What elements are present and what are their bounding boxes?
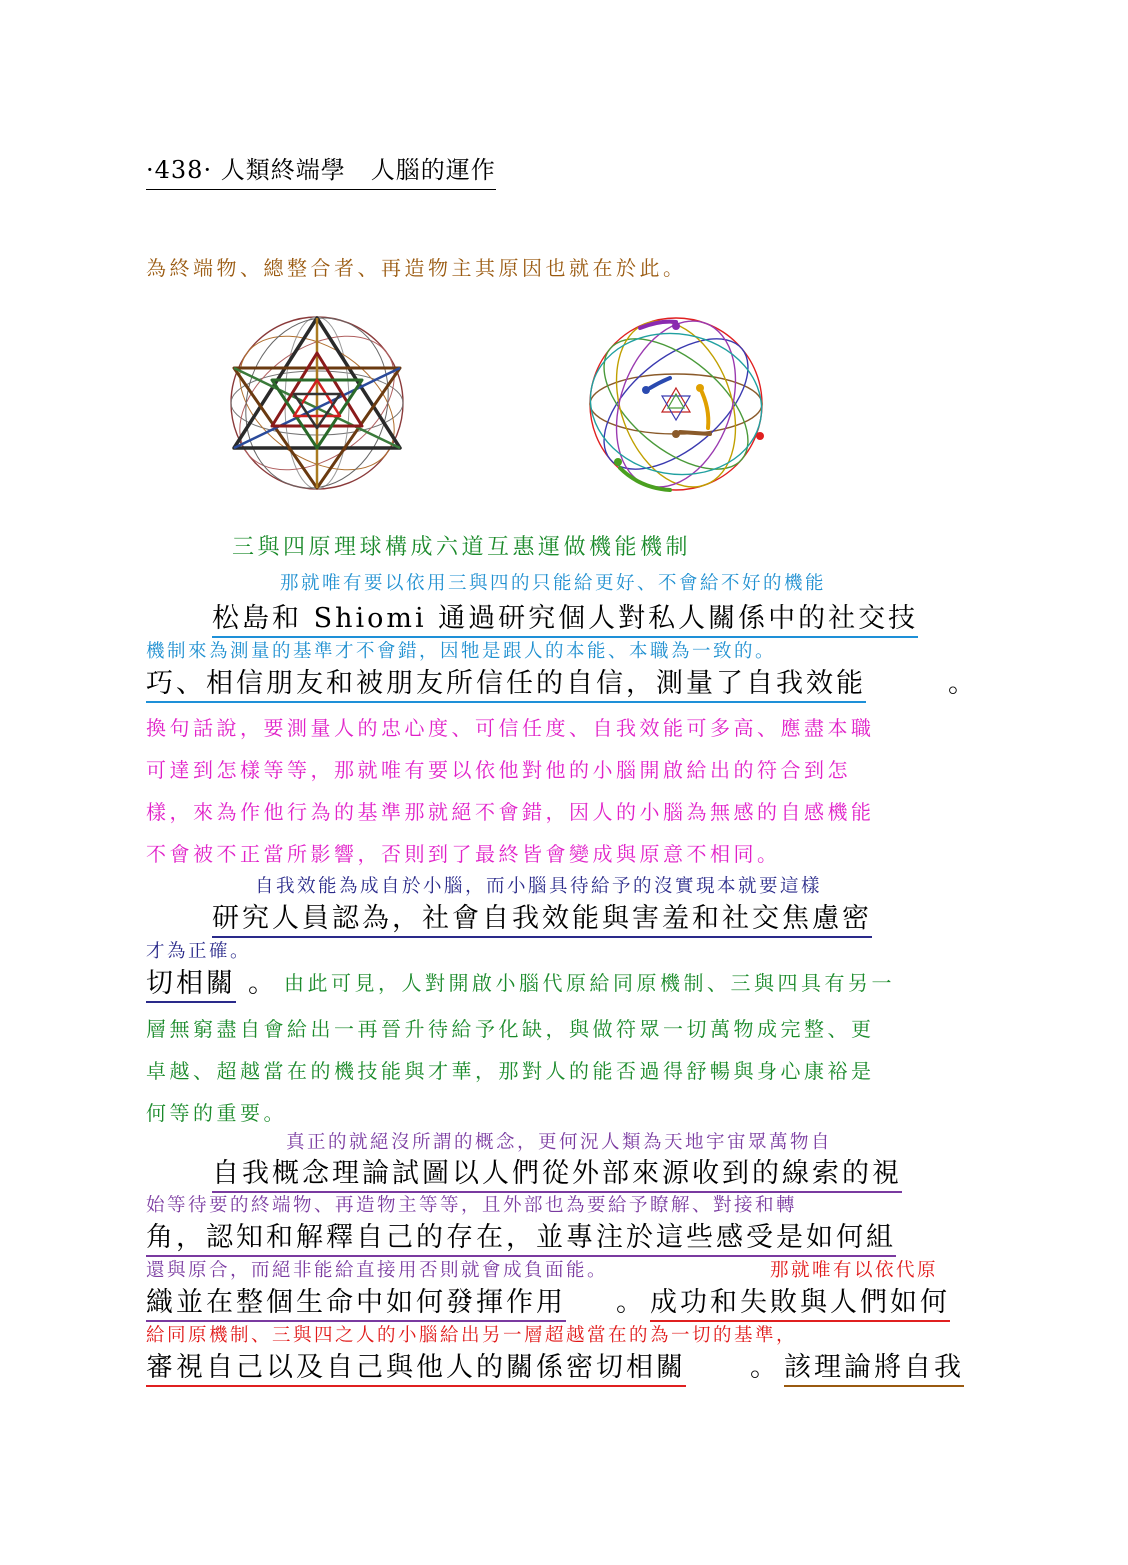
body-line-1: 松島和 Shiomi 通過研究個人對私人關係中的社交技 [212,596,918,638]
annotation-line-5: 真正的就絕沒所謂的概念，更何況人類為天地宇宙眾萬物自 [286,1132,833,1153]
orbit-sphere-illustration [580,308,780,508]
red-annotation-line-1: 那就唯有以依代原 [770,1260,939,1281]
body-line-8: 審視自己以及自己與他人的關係密切相關 [146,1345,686,1387]
body-line-8-end: 該理論將自我 [784,1345,964,1387]
magenta-line-1: 換句話說，要測量人的忠心度、可信任度、自我效能可多高、應盡本職 [146,716,875,740]
body-line-4: 切相關 [146,961,236,1003]
magenta-line-2: 可達到怎樣等等，那就唯有要以依他對他的小腦開啟給出的符合到怎 [146,758,851,782]
annotation-line-7: 還與原合，而絕非能給直接用否則就會成負面能。 [146,1260,609,1281]
green-line-2: 層無窮盡自會給出一再晉升待給予化缺，與做符眾一切萬物成完整、更 [146,1017,875,1041]
body-line-4-end: 。 [248,968,278,999]
body-line-8-mid: 。 [750,1352,780,1383]
body-line-2-end: 。 [948,668,978,699]
annotation-line-4: 才為正確。 [146,941,252,962]
annotation-line-6: 始等待要的終端物、再造物主等等，且外部也為要給予瞭解、對接和轉 [146,1195,798,1216]
figure-caption: 三與四原理球構成六道互惠運做機能機制 [232,535,692,560]
red-annotation-line-2: 給同原機制、三與四之人的小腦給出另一層超越當在的為一切的基準， [146,1325,798,1346]
intro-line: 為終端物、總整合者、再造物主其原因也就在於此。 [146,256,687,280]
green-line-4: 何等的重要。 [146,1101,287,1125]
body-line-7-mid: 。 [616,1287,646,1318]
annotation-line-1: 那就唯有要以依用三與四的只能給更好、不會給不好的機能 [280,573,827,594]
annotation-line-3: 自我效能為成自於小腦，而小腦具待給予的沒實現本就要這樣 [255,876,823,897]
body-line-3: 研究人員認為，社會自我效能與害羞和社交焦慮密 [212,896,872,938]
body-line-5: 自我概念理論試圖以人們從外部來源收到的線索的視 [212,1151,902,1193]
body-line-2: 巧、相信朋友和被朋友所信任的自信，測量了自我效能 [146,661,866,703]
body-line-6: 角，認知和解釋自己的存在，並專注於這些感受是如何組 [146,1215,896,1257]
magenta-line-3: 樣，來為作他行為的基準那就絕不會錯，因人的小腦為無感的自感機能 [146,800,875,824]
magenta-line-4: 不會被不正當所影響，否則到了最終皆會變成與原意不相同。 [146,842,781,866]
green-line-3: 卓越、超越當在的機技能與才華，那對人的能否過得舒暢與身心康裕是 [146,1059,875,1083]
annotation-line-2: 機制來為測量的基準才不會錯，因牠是跟人的本能、本職為一致的。 [146,641,777,662]
body-line-7: 織並在整個生命中如何發揮作用 [146,1280,566,1322]
body-line-7-end: 成功和失敗與人們如何 [650,1280,950,1322]
page-header: ·438· 人類終端學 人腦的運作 [146,150,496,190]
green-line-1: 由此可見，人對開啟小腦代原給同原機制、三與四具有另一 [284,971,895,995]
star-tetrahedron-sphere-illustration [222,308,422,508]
